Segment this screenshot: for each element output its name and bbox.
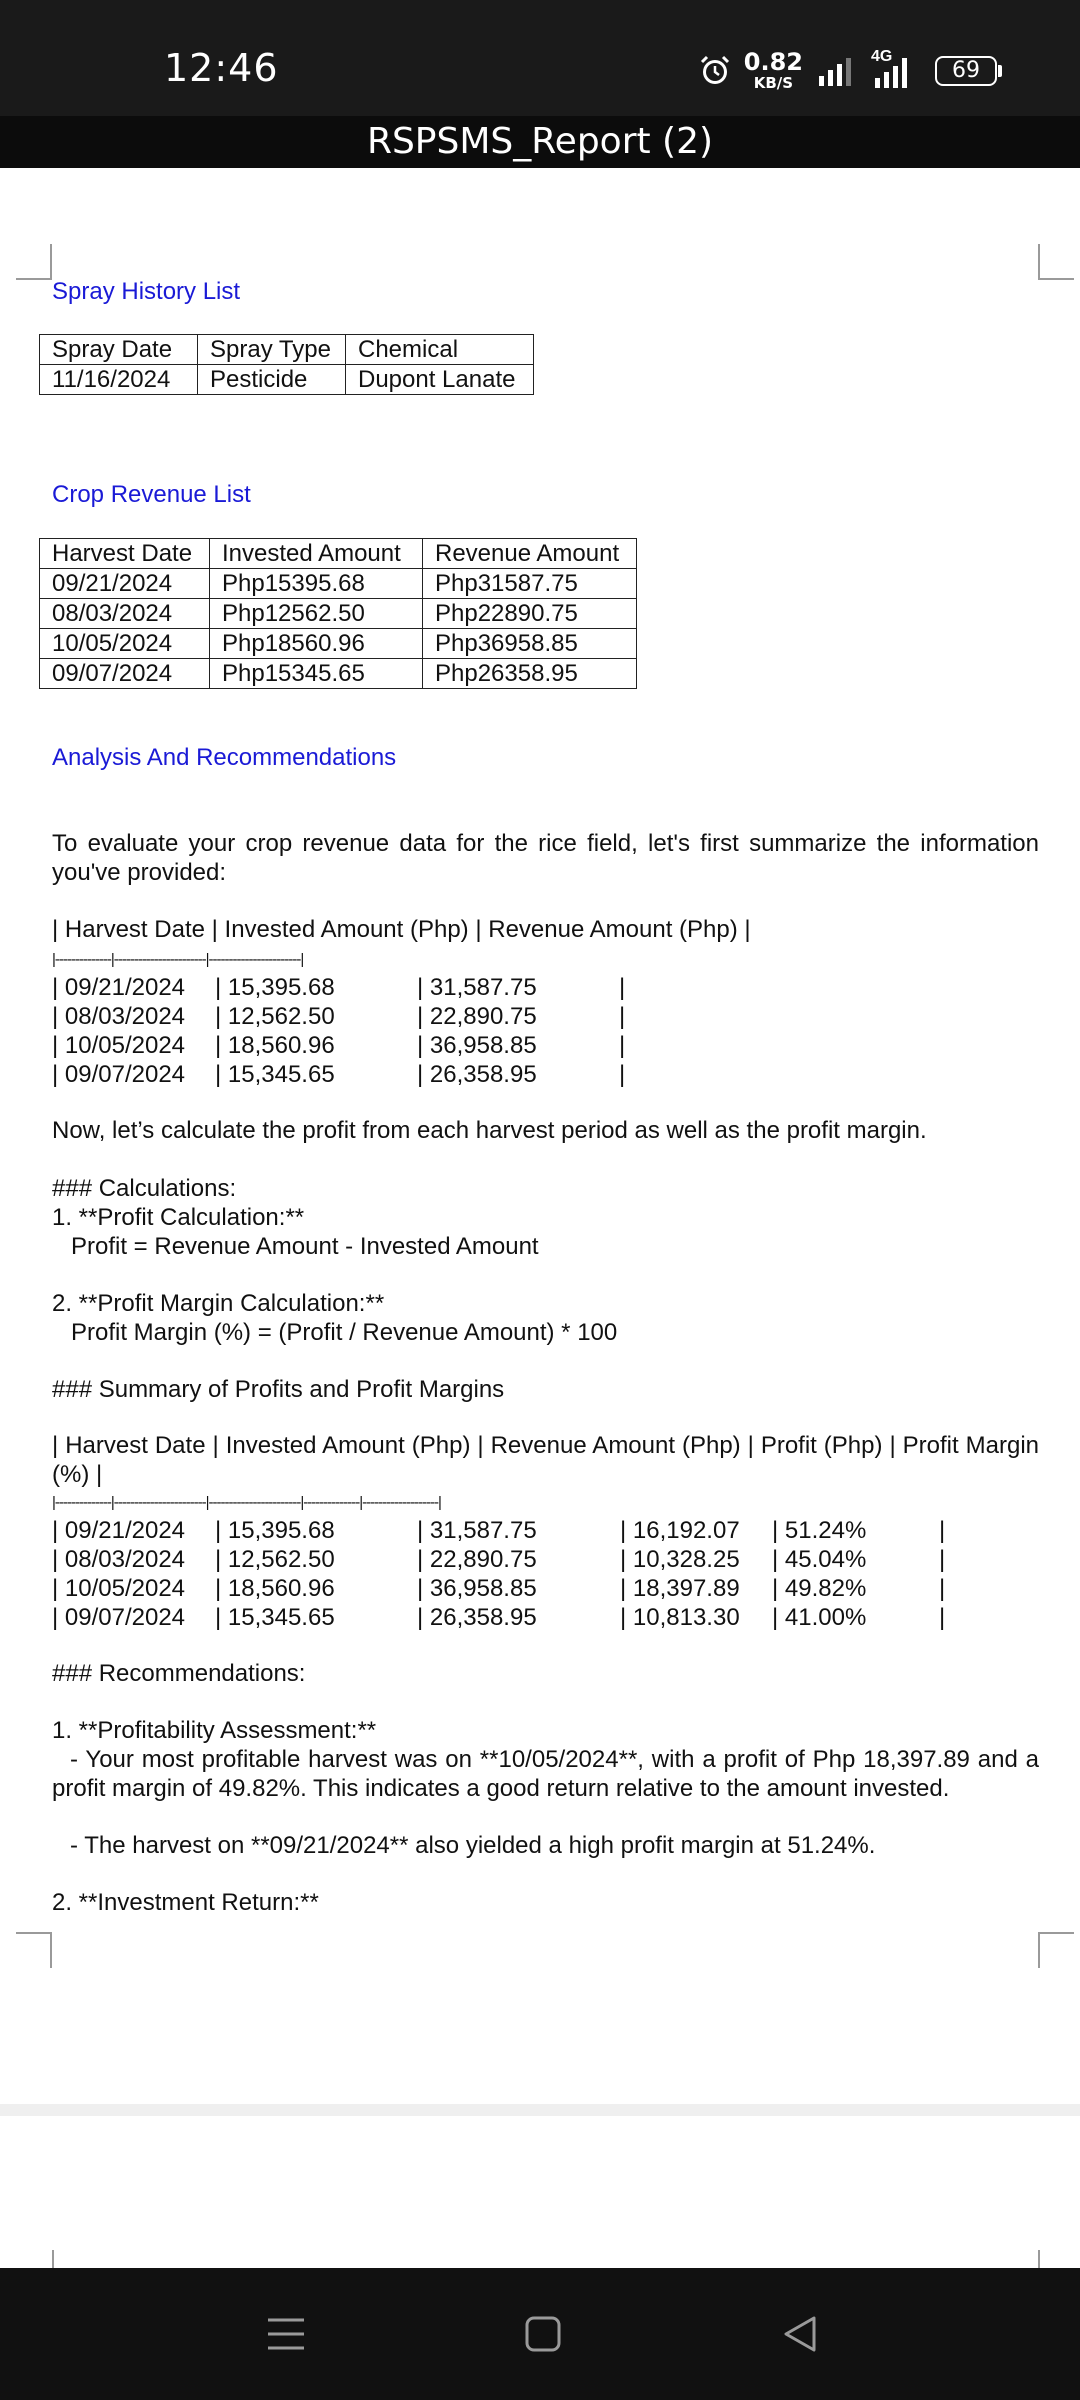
table-row	[40, 599, 637, 629]
table-cell: Php31587.75	[423, 569, 637, 599]
table-cell: Pesticide	[198, 365, 346, 395]
page-corner-mark	[16, 244, 52, 280]
navigation-bar	[0, 2268, 1080, 2400]
profit-calc-title: 1. **Profit Calculation:**	[52, 1204, 305, 1231]
table-cell: 10/05/2024	[40, 629, 210, 659]
analysis-intro: To evaluate your crop revenue data for the rice field, let's first summarize the information you've provided:	[52, 830, 1039, 886]
margin-calc-formula: Profit Margin (%) = (Profit / Revenue Amount) * 100	[71, 1319, 618, 1346]
wifi-signal-icon	[815, 54, 859, 88]
profitability-title: 1. **Profitability Assessment:**	[52, 1717, 377, 1744]
crop-revenue-table	[39, 538, 637, 689]
page-separator	[0, 2104, 1080, 2116]
spray-history-heading: Spray History List	[52, 278, 241, 305]
page-corner-mark	[1038, 2250, 1040, 2268]
table-cell: Php15345.65	[210, 659, 423, 689]
table-header-cell: Harvest Date	[40, 539, 210, 569]
table-header-cell: Revenue Amount	[423, 539, 637, 569]
page-corner-mark	[1038, 244, 1074, 280]
spray-history-table	[39, 334, 534, 395]
profits-summary-heading: ### Summary of Profits and Profit Margins	[52, 1376, 505, 1403]
battery-indicator	[935, 56, 1002, 86]
table-header-cell: Spray Date	[40, 335, 198, 365]
back-icon[interactable]	[780, 2314, 820, 2354]
table-cell: 09/07/2024	[40, 659, 210, 689]
table-cell: Php12562.50	[210, 599, 423, 629]
lte-label: 4G	[871, 47, 893, 65]
table-row	[40, 365, 534, 395]
profitability-text: - Your most profitable harvest was on **10/05/2024**, with a profit of Php 18,397.89 and a profit margin of 49.82%. This indicates a good return relative to the amount invested.	[52, 1746, 1039, 1802]
profitability-text-2: - The harvest on **09/21/2024** also yielded a high profit margin at 51.24%.	[70, 1832, 876, 1859]
table-cell: 11/16/2024	[40, 365, 198, 395]
status-icons	[698, 47, 1002, 92]
document-title: RSPSMS_Report (2)	[0, 116, 1080, 168]
document-page-2[interactable]	[0, 2116, 1080, 2268]
alarm-icon	[698, 54, 732, 88]
table-cell: Php36958.85	[423, 629, 637, 659]
table-row	[40, 659, 637, 689]
page-corner-mark	[1038, 1932, 1074, 1968]
table-cell: 09/21/2024	[40, 569, 210, 599]
crop-revenue-heading: Crop Revenue List	[52, 481, 251, 508]
analysis-heading: Analysis And Recommendations	[52, 744, 397, 771]
profit-table-separator: |--------------|-----------------------|-----------------------|--------------|-------------------|	[52, 1494, 441, 1511]
margin-calc-title: 2. **Profit Margin Calculation:**	[52, 1290, 385, 1317]
table-cell: 08/03/2024	[40, 599, 210, 629]
page-corner-mark	[16, 1932, 52, 1968]
table-cell: Dupont Lanate	[346, 365, 534, 395]
table-header-cell: Invested Amount	[210, 539, 423, 569]
status-bar	[0, 0, 1080, 116]
calculation-intro: Now, let’s calculate the profit from each harvest period as well as the profit margin.	[52, 1117, 927, 1144]
page-corner-mark	[52, 2250, 54, 2268]
document-page[interactable]: Spray History List Spray Date Spray Type Chemical 11/16/2024 Pesticide Dupont Lanate Crop Revenue List Harvest Date Invested Amount Revenue Amount 09/21/2024 Php15395.68 Php31587.75 08/03/2024 Php12562.50 Php22890.75 10/05/2024 Php18560.96 Php36958.85 09/07/2024 Php15345.65 Php26358.95 Analysis And Recommendations To evaluate your crop revenue data for the rice field, let's first summarize the information you've provided: | Harvest Date | Invested Amount (Php) | Revenue Amount (Php) | |--------------|-----------------------|-----------------------| | 09/21/2024 | 15,395.68 | 31,587.75 | | 08/03/2024 | 12,562.50 | 22,890.75 | | 10/05/2024 | 18,560.96 | 36,958.85 | | 09/07/2024 | 15,345.65 | 26,358.95 | Now, let’s calculate the profit from each harvest period as well as the profit margin. ### Calculations: 1. **Profit Calculation:** Profit = Revenue Amount - Invested Amount 2. **Profit Margin Calculation:** Profit Margin (%) = (Profit / Revenue Amount) * 100 ### Summary of Profits and Profit Margins | Harvest Date | Invested Amount (Php) | Revenue Amount (Php) | Profit (Php) | Profit Margin (%) | |--------------|-----------------------|-----------------------|--------------|-------------------| | 09/21/2024 | 15,395.68 | 31,587.75 | 16,192.07 | 51.24% | | 08/03/2024 | 12,562.50 | 22,890.75 | 10,328.25 | 45.04% | | 10/05/2024 | 18,560.96 | 36,958.85 | 18,397.89 | 49.82% | | 09/07/2024 | 15,345.65 | 26,358.95 | 10,813.30 | 41.00% | ### Recommendations: 1. **Profitability Assessment:** - Your most profitable harvest was on **10/05/2024**, with a profit of Php 18,397.89 and a profit margin of 49.82%. This indicates a good return relative to the amount invested. - The harvest on **09/21/2024** also yielded a high profit margin at 51.24%. 2. **Investment Return:**	[0, 168, 1080, 2108]
investment-return-title: 2. **Investment Return:**	[52, 1889, 319, 1916]
status-time: 12:46	[164, 46, 279, 90]
network-speed: 0.82 KB/S	[743, 48, 803, 92]
profit-calc-formula: Profit = Revenue Amount - Invested Amount	[71, 1233, 539, 1260]
table-cell: Php26358.95	[423, 659, 637, 689]
summary-table-header: | Harvest Date | Invested Amount (Php) | Revenue Amount (Php) |	[52, 916, 751, 943]
table-cell: Php22890.75	[423, 599, 637, 629]
battery-level: 69	[935, 56, 997, 86]
cell-signal-icon	[871, 52, 923, 90]
table-header-cell: Spray Type	[198, 335, 346, 365]
home-icon[interactable]	[524, 2314, 562, 2354]
battery-tip	[998, 65, 1002, 77]
table-row	[40, 629, 637, 659]
table-cell: Php15395.68	[210, 569, 423, 599]
profit-table-header: | Harvest Date | Invested Amount (Php) | Revenue Amount (Php) | Profit (Php) | Profit Margin (%) |	[52, 1432, 1039, 1488]
table-header-cell: Chemical	[346, 335, 534, 365]
summary-table-separator: |--------------|-----------------------|-----------------------|	[52, 951, 304, 968]
calculations-heading: ### Calculations:	[52, 1175, 237, 1202]
table-row	[40, 569, 637, 599]
table-cell: Php18560.96	[210, 629, 423, 659]
recommendations-heading: ### Recommendations:	[52, 1660, 306, 1687]
table-header-row	[40, 335, 534, 365]
menu-icon[interactable]	[266, 2314, 306, 2354]
lte-signal	[871, 47, 923, 90]
table-header-row	[40, 539, 637, 569]
